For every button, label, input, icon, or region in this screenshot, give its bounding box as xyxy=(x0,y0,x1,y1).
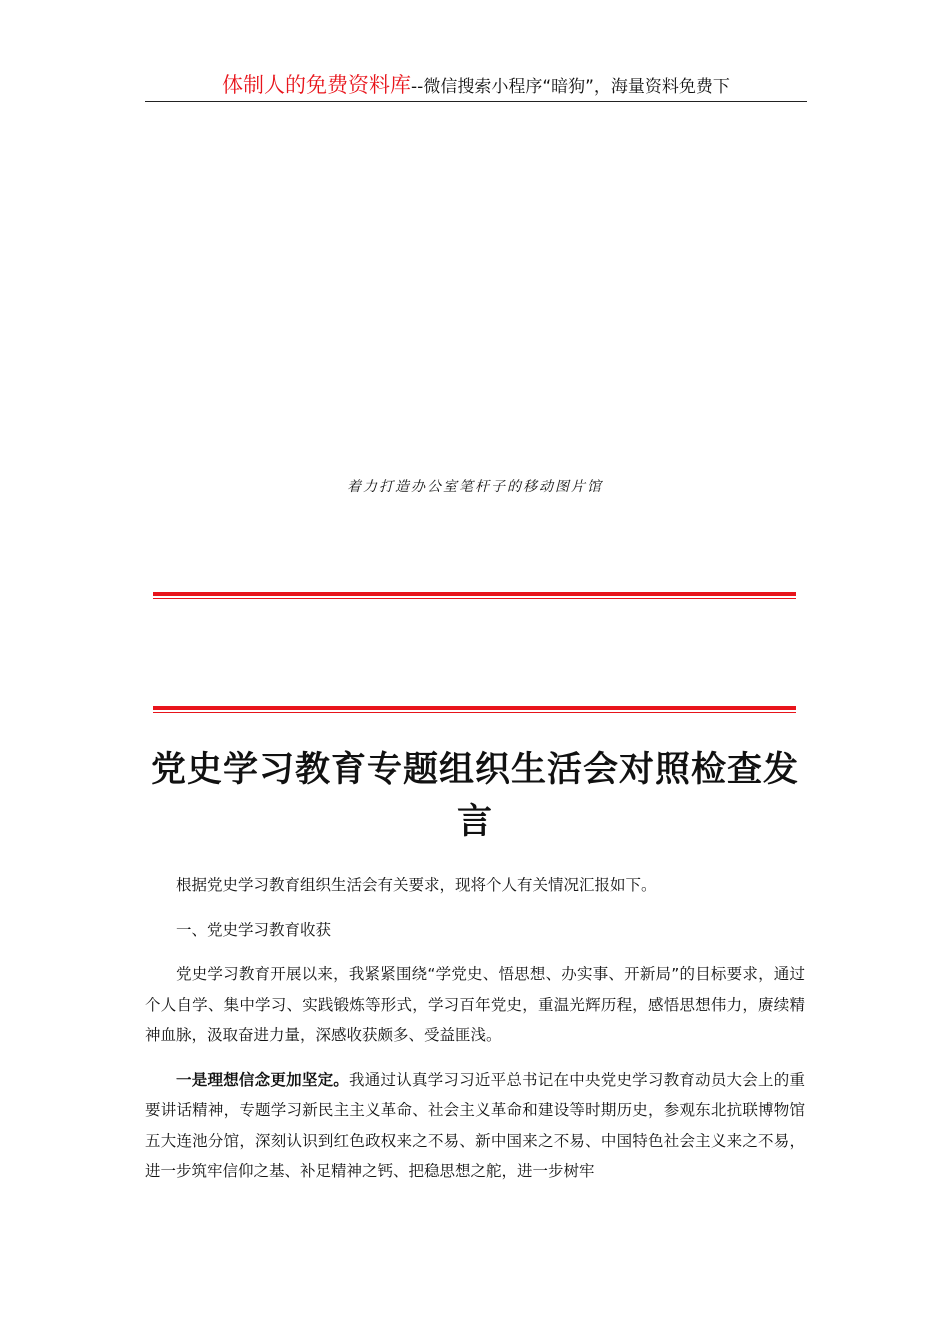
red-divider-top xyxy=(153,592,796,600)
red-divider-bottom xyxy=(153,706,796,714)
red-divider-bottom-thick xyxy=(153,706,796,710)
red-divider-top-thick xyxy=(153,592,796,596)
paragraph-intro: 根据党史学习教育组织生活会有关要求，现将个人有关情况汇报如下。 xyxy=(176,876,657,894)
paragraph-2: 党史学习教育开展以来，我紧紧围绕“学党史、悟思想、办实事、开新局”的目标要求，通过个人自学、集中学习、实践锻炼等形式，学习百年党史，重温光辉历程，感悟思想伟力，赓续精神血脉，汲取奋进力量，深感收获颇多、受益匪浅。 xyxy=(145,965,805,1044)
header-brand: 体制人的免费资料库 xyxy=(222,73,412,97)
section-heading-1: 一、党史学习教育收获 xyxy=(176,920,332,939)
paragraph-3-lead: 一是理想信念更加坚定。 xyxy=(176,1070,350,1089)
document-subtitle: 着力打造办公室笔杆子的移动图片馆 xyxy=(347,479,603,495)
paragraph-3-body: 我通过认真学习习近平总书记在中央党史学习教育动员大会上的重要讲话精神，专题学习新民主主义革命、社会主义革命和建设等时期历史，参观东北抗联博物馆五大连池分馆，深刻认识到红色政权来之不易、新中国来之不易、中国特色社会主义来之不易，进一步筑牢信仰之基、补足精神之钙、把稳思想之舵，进一步树牢 xyxy=(145,1070,805,1180)
red-divider-bottom-thin xyxy=(153,712,796,713)
header-tagline: --微信搜索小程序“暗狗”，海量资料免费下 xyxy=(411,77,730,97)
paragraph-3 xyxy=(145,1065,805,1187)
watermark-header xyxy=(145,70,807,102)
document-title: 党史学习教育专题组织生活会对照检查发言 xyxy=(150,749,799,842)
document-body xyxy=(145,870,805,1201)
red-divider-top-thin xyxy=(153,598,796,599)
